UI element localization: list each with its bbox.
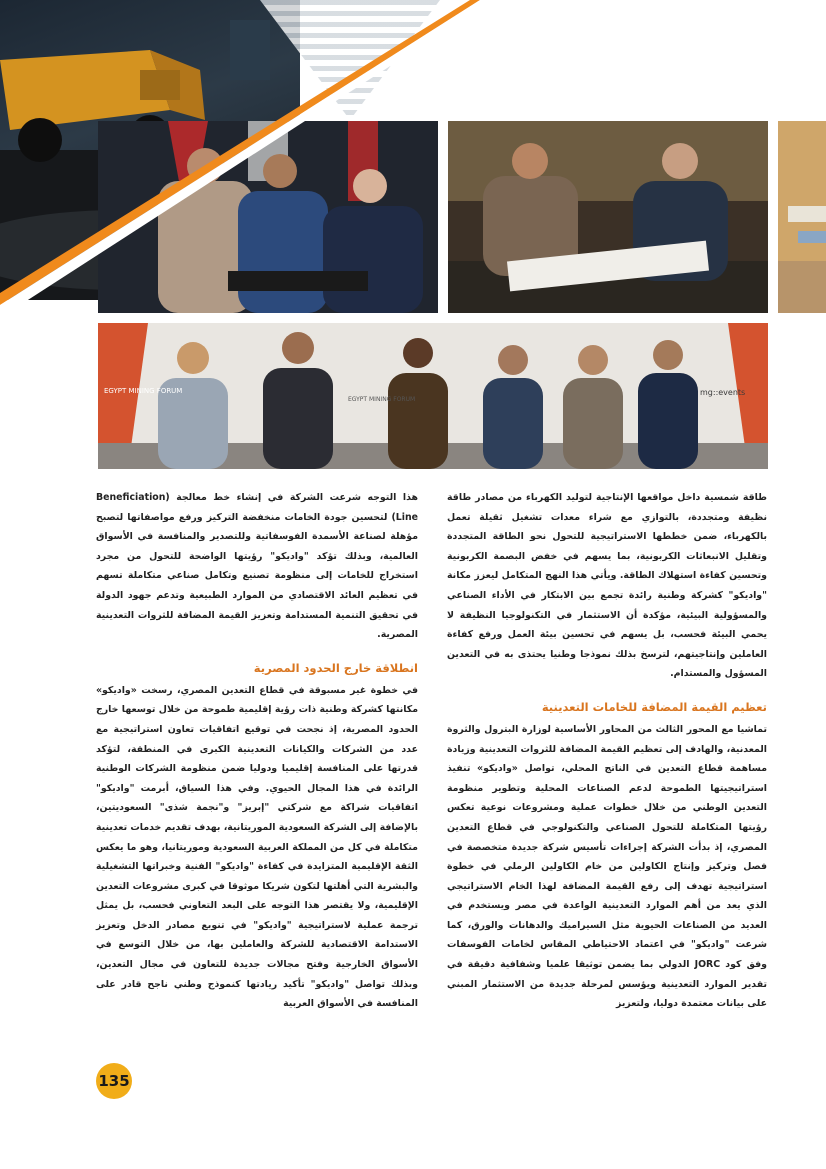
agreement-signing-photo <box>448 121 768 313</box>
forum-sign-mid: EGYPT MINING FORUM <box>348 396 416 403</box>
left-paragraph-1: هذا التوجه شرعت الشركة في إنشاء خط معالجة (Beneficiation Line) لتحسين جودة الخامات منخفضة التركيز ورفع مواصفاتها لتصبح مؤهلة لصناعة الأسمدة الفوسفاتية وللتصدير والمنافسة في الأسواق العالمية، وبذلك تؤكد "واديكو" رؤيتها الواضحة للتحول من مجرد استخراج للخامات إلى منظومة تصنيع وتكامل صناعي متكاملة تسهم في تعظيم العائد الاقتصادي من الموارد الطبيعية وتدعم جهود الدولة في تحقيق التنمية المستدامة وتعزيز القيمة المضافة للثروات التعدينية المصرية. <box>96 492 418 641</box>
egypt-mining-forum-panel-photo <box>98 323 768 469</box>
forum-sign-right: mg::events <box>700 388 746 397</box>
contract-signing-photo <box>98 121 438 313</box>
right-text-column <box>447 488 767 1014</box>
right-paragraph-2: تماشيا مع المحور الثالث من المحاور الأساسية لوزارة البترول والثروة المعدنية، والهادف إلى تعظيم القيمة المضافة للثروات التعدينية وزيادة مساهمة قطاع التعدين في الناتج المحلي، تواصل «واديكو» تنفيذ استراتيجيتها الطموحة لدعم الصناعات المحلية وتطوير منظومة التعدين الوطني من خلال خطوات عملية ومشروعات نوعية تعكس رؤيتها المتكاملة للتحول الصناعي والتكنولوجي في قطاع التعدين المصري، إذ بدأت الشركة إجراءات تأسيس شركة جديدة متخصصة في فصل وتركيز وإنتاج الكاولين من خام الكاولين الرملي في خطوة استراتيجية تهدف إلى رفع القيمة المضافة لهذا الخام الاستراتيجي الذي يعد من أهم الموارد التعدينية الواعدة في مصر ويستخدم في العديد من الصناعات الحيوية مثل السيراميك والدهانات والورق، كما شرعت "واديكو" في اعتماد الاحتياطي المقاس لخامات الفوسفات وفق كود JORC الدولي بما يضمن توثيقا علميا وشفافية دقيقة في تقدير الموارد التعدينية ويؤسس لمرحلة جديدة من الاستثمار المبني على بيانات معتمدة دوليا، ولتعزيز <box>447 723 767 1010</box>
site-buildings <box>778 121 826 313</box>
signing-scene <box>98 121 438 313</box>
left-paragraph-2: في خطوة غير مسبوقة في قطاع التعدين المصري، رسخت «واديكو» مكانتها كشركة وطنية ذات رؤية إقليمية طموحة من خلال توسعها خارج الحدود المصرية، إذ نجحت في توقيع اتفاقيات تعاون استراتيجية مع عدد من الشركات والكيانات التعدينية الكبرى في المنطقة، لتؤكد قدرتها على المنافسة إقليميا ودوليا ضمن منظومة الشركات الوطنية الرائدة في هذا المجال الحيوي. وفي هذا السياق، أبرمت "واديكو" اتفاقيات شراكة مع شركتي "إبريز" و"نجمة شذى" السعوديتين، بالإضافة إلى الشركة السعودية الموريتانية، بهدف تقديم خدمات تعدينية متكاملة في كل من المملكة العربية السعودية وموريتانيا، وهو ما يعكس الثقة الإقليمية المتزايدة في كفاءة "واديكو" الفنية وخبراتها التشغيلية والبشرية التي أهلتها لتكون شريكا موثوقا في كبرى مشروعات التعدين الإقليمية، ولا يقتصر هذا التوجه على البعد التعاوني فحسب، بل يمثل ترجمة عملية لاستراتيجية "واديكو" في تنويع مصادر الدخل وتعزيز الاستدامة الاقتصادية للشركة والعاملين بها، من خلال التوسع في الأسواق الخارجية وفتح مجالات جديدة للتعاون في مجال التعدين، وبذلك تواصل "واديكو" تأكيد ريادتها كنموذج وطني ناجح قادر على المنافسة في الأسواق العربية <box>96 684 418 1010</box>
page-number-badge: 135 <box>96 1063 132 1099</box>
signing-table-scene <box>448 121 768 313</box>
left-section-heading: انطلاقة خارج الحدود المصرية <box>253 660 418 675</box>
right-paragraph-1: طاقة شمسية داخل مواقعها الإنتاجية لتوليد الكهرباء من مصادر طاقة نظيفة ومتجددة، بالتوازي مع شراء معدات تشغيل ثقيلة تعمل بالكهرباء، ضمن خططها الاستراتيجية للتحول نحو الطاقة المتجددة وتقليل الانبعاثات الكربونية، بما يسهم في خفض البصمة الكربونية وتحسين كفاءة استهلاك الطاقة. ويأتي هذا النهج المتكامل ليعزز مكانة "واديكو" كشركة وطنية رائدة تجمع بين الابتكار في الأداء الصناعي والمسؤولية البيئية، مؤكدة أن الاستثمار في التكنولوجيا النظيفة لا يحمي البيئة فحسب، بل يسهم في تحسين بيئة العمل ورفع كفاءة العاملين وإنتاجيتهم، لترسخ بذلك نموذجا وطنيا يحتذى به في التعدين المسؤول والمستدام. <box>447 492 767 680</box>
forum-sign-left: EGYPT MINING FORUM <box>104 387 183 395</box>
forum-panel-scene <box>98 323 768 469</box>
mining-site-photo <box>778 121 826 313</box>
right-section-heading: تعظيم القيمة المضافة للخامات التعدينية <box>541 699 767 714</box>
left-text-column <box>96 488 418 1014</box>
